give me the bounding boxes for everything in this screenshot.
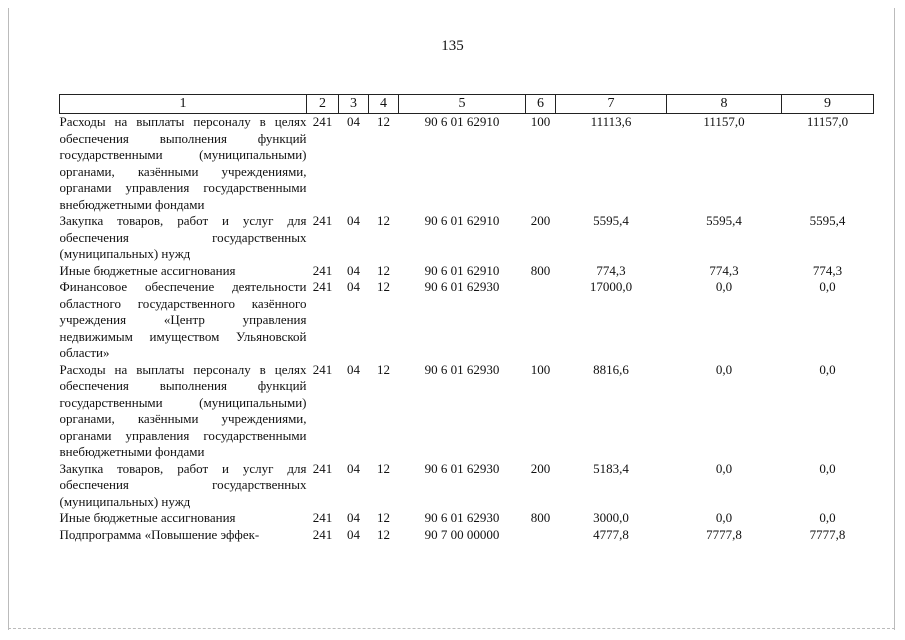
row-value-7: 8816,6 bbox=[593, 361, 629, 377]
row-value-8: 774,3 bbox=[709, 262, 739, 278]
column-header-3: 3 bbox=[339, 95, 369, 114]
row-value-8: 0,0 bbox=[715, 279, 733, 294]
row-value-8: 0,0 bbox=[715, 510, 733, 525]
row-code-3: 04 bbox=[347, 279, 360, 294]
row-name: Финансовое обеспечение деятельности областного государственного казённого учреждения «Центр управления недвижимым имуществом Ульяновской области» bbox=[59, 279, 307, 360]
row-value-7: 774,3 bbox=[596, 262, 626, 278]
table-row bbox=[60, 510, 874, 527]
row-code-2: 241 bbox=[312, 361, 333, 377]
row-name: Расходы на выплаты персоналу в целях обеспечения выполнения функций государственными (муниципальными) органами, казёнными учреждениями, органами управления государственными внебюджетными фондами bbox=[59, 114, 307, 212]
table-row bbox=[60, 279, 874, 362]
row-code-3: 04 bbox=[347, 262, 360, 278]
row-code-5: 90 6 01 62910 bbox=[424, 262, 500, 278]
column-header-2: 2 bbox=[307, 95, 339, 114]
row-value-9: 0,0 bbox=[819, 460, 836, 476]
row-value-8: 0,0 bbox=[715, 361, 733, 377]
row-name: Закупка товаров, работ и услуг для обеспечения государственных (муниципальных) нужд bbox=[59, 460, 307, 509]
budget-table bbox=[59, 94, 874, 543]
row-code-3: 04 bbox=[347, 526, 360, 542]
page-number: 135 bbox=[441, 38, 464, 54]
row-code-6: 100 bbox=[530, 114, 551, 129]
column-header-4: 4 bbox=[369, 95, 399, 114]
column-header-7: 7 bbox=[556, 95, 667, 114]
row-code-5: 90 7 00 00000 bbox=[424, 526, 500, 542]
row-code-5: 90 6 01 62930 bbox=[424, 361, 500, 377]
row-value-9: 11157,0 bbox=[806, 114, 849, 129]
row-value-7: 5183,4 bbox=[593, 460, 629, 476]
row-value-8: 5595,4 bbox=[706, 213, 742, 228]
row-code-5: 90 6 01 62910 bbox=[424, 114, 500, 129]
row-code-2: 241 bbox=[312, 460, 333, 476]
row-code-3: 04 bbox=[347, 213, 360, 228]
page-bottom-edge bbox=[8, 628, 895, 629]
row-code-4: 12 bbox=[377, 460, 390, 476]
row-code-6: 200 bbox=[530, 460, 551, 476]
row-code-4: 12 bbox=[377, 526, 390, 542]
row-value-9: 774,3 bbox=[812, 262, 843, 278]
column-header-9: 9 bbox=[782, 95, 874, 114]
row-name: Иные бюджетные ассигнования bbox=[59, 262, 236, 278]
row-value-8: 0,0 bbox=[715, 460, 733, 476]
row-code-5: 90 6 01 62910 bbox=[424, 213, 500, 228]
row-code-3: 04 bbox=[347, 114, 360, 129]
row-code-3: 04 bbox=[347, 361, 360, 377]
row-value-9: 0,0 bbox=[819, 510, 836, 525]
row-code-2: 241 bbox=[312, 510, 333, 525]
row-code-4: 12 bbox=[377, 279, 390, 294]
table-row bbox=[60, 527, 874, 544]
table-row bbox=[60, 263, 874, 280]
column-header-5: 5 bbox=[399, 95, 526, 114]
row-value-7: 17000,0 bbox=[589, 279, 633, 294]
row-name: Расходы на выплаты персоналу в целях обеспечения выполнения функций государственными (муниципальными) органами, казёнными учреждениями, органами управления государственными внебюджетными фондами bbox=[59, 361, 307, 459]
row-code-3: 04 bbox=[347, 510, 360, 525]
row-code-4: 12 bbox=[377, 213, 390, 228]
row-code-6: 100 bbox=[530, 361, 551, 377]
row-code-2: 241 bbox=[312, 262, 333, 278]
row-code-4: 12 bbox=[377, 510, 390, 525]
row-code-6 bbox=[526, 527, 556, 544]
row-code-5: 90 6 01 62930 bbox=[424, 279, 500, 294]
row-code-4: 12 bbox=[377, 361, 390, 377]
row-value-8: 7777,8 bbox=[706, 526, 742, 542]
row-code-2: 241 bbox=[312, 279, 333, 294]
row-value-8: 11157,0 bbox=[703, 114, 745, 129]
row-code-3: 04 bbox=[347, 460, 360, 476]
row-code-6: 800 bbox=[530, 510, 551, 525]
row-code-6 bbox=[526, 279, 556, 362]
table-row bbox=[60, 213, 874, 263]
row-code-6: 800 bbox=[530, 262, 551, 278]
column-header-6: 6 bbox=[526, 95, 556, 114]
row-value-7: 11113,6 bbox=[590, 114, 632, 129]
table-row bbox=[60, 362, 874, 461]
row-code-2: 241 bbox=[312, 213, 333, 228]
row-code-5: 90 6 01 62930 bbox=[424, 460, 500, 476]
row-value-9: 0,0 bbox=[819, 361, 836, 377]
row-value-7: 5595,4 bbox=[593, 213, 629, 228]
row-code-5: 90 6 01 62930 bbox=[424, 510, 500, 525]
row-name: Иные бюджетные ассигнования bbox=[59, 510, 236, 525]
row-code-6: 200 bbox=[530, 213, 551, 228]
row-code-4: 12 bbox=[377, 262, 390, 278]
row-value-7: 4777,8 bbox=[593, 526, 629, 542]
row-name: Закупка товаров, работ и услуг для обеспечения государственных (муниципальных) нужд bbox=[59, 213, 307, 261]
column-header-1: 1 bbox=[60, 95, 307, 114]
row-code-2: 241 bbox=[312, 114, 333, 129]
column-header-8: 8 bbox=[667, 95, 782, 114]
row-code-2: 241 bbox=[312, 526, 333, 542]
row-value-9: 7777,8 bbox=[809, 526, 846, 542]
row-code-4: 12 bbox=[377, 114, 390, 129]
row-name: Подпрограмма «Повышение эффек- bbox=[59, 526, 260, 542]
table-row bbox=[60, 461, 874, 511]
table-header-row bbox=[60, 95, 874, 114]
row-value-9: 0,0 bbox=[819, 279, 836, 294]
row-value-9: 5595,4 bbox=[809, 213, 846, 228]
table-row bbox=[60, 114, 874, 214]
row-value-7: 3000,0 bbox=[593, 510, 629, 525]
